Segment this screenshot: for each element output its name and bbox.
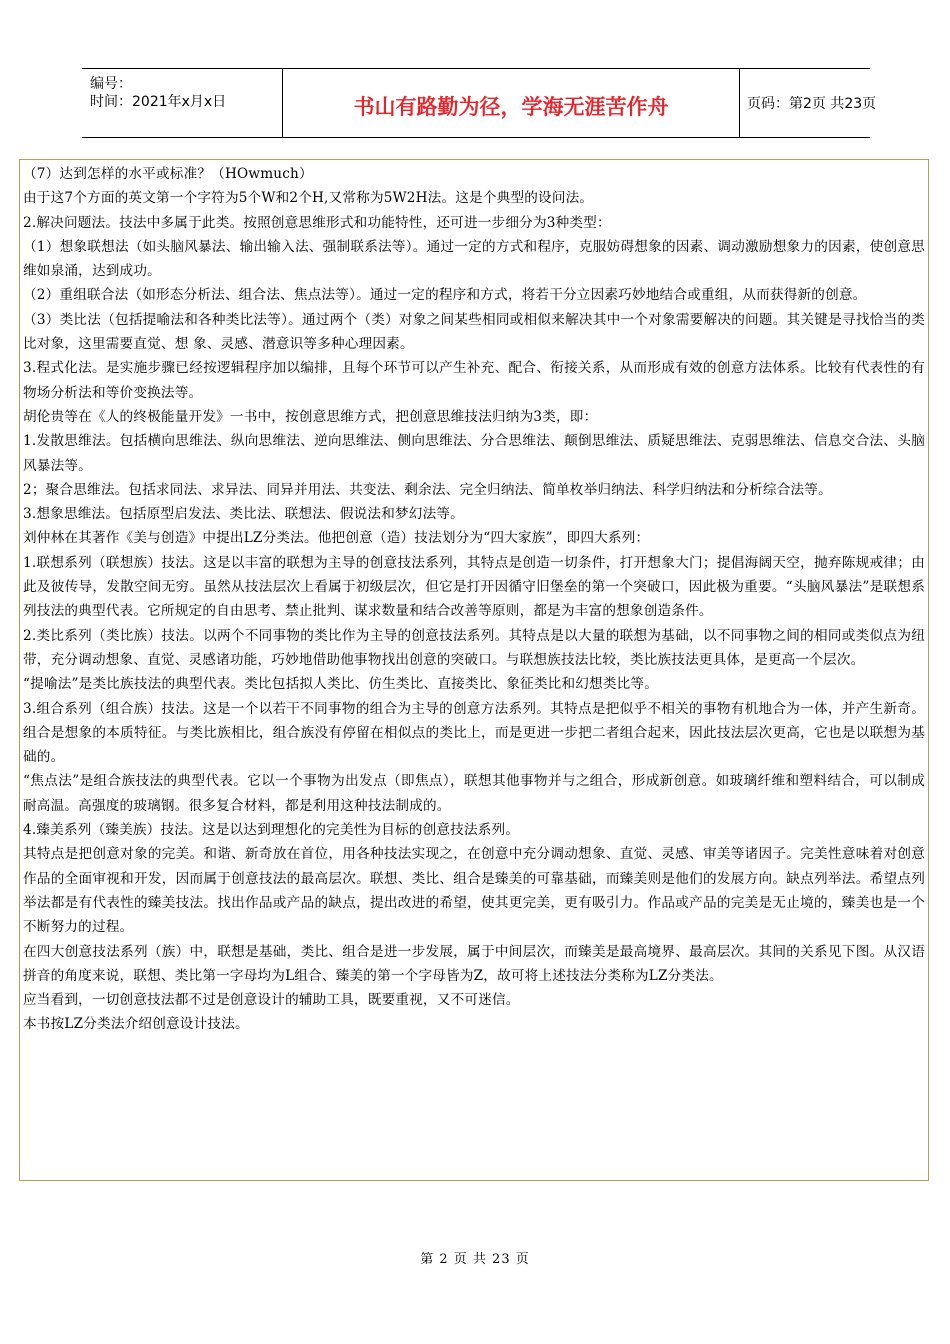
motto-text: 书山有路勤为径，学海无涯苦作舟 <box>353 95 669 119</box>
page-footer: 第 2 页 共 23 页 <box>420 1252 530 1267</box>
paragraph: （3）类比法（包括提喻法和各种类比法等）。通过两个（类）对象之间某些相同或相似来解决其中一个对象需要解决的问题。其关键是寻找恰当的类比对象，这里需要直觉、想 象、灵感、潜意识等多种心理因素。 <box>23 311 925 353</box>
header-meta-cell <box>82 69 282 137</box>
content-box <box>19 159 929 1181</box>
header-motto-cell <box>282 69 740 137</box>
paragraph: 3.组合系列（组合族）技法。这是一个以若干不同事物的组合为主导的创意方法系列。其特点是把似乎不相关的事物有机地合为一体，并产生新奇。组合是想象的本质特征。与类比族相比，组合族没有停留在相似点的类比上，而是更进一步把二者组合起来，因此技法层次更高，它也是以联想为基础的。 <box>23 700 925 766</box>
paragraph: 其特点是把创意对象的完美。和谐、新奇放在首位，用各种技法实现之，在创意中充分调动想象、直觉、灵感、审美等诸因子。完美性意味着对创意作品的全面审视和开发，因而属于创意技法的最高层次。联想、类比、组合是臻美的可靠基础，而臻美则是他们的发展方向。缺点列举法。希望点列举法都是有代表性的臻美技法。找出作品或产品的缺点，提出改进的希望，使其更完美，更有吸引力。作品或产品的完美是无止境的，臻美也是一个不断努力的过程。 <box>23 846 925 936</box>
paragraph: 胡伦贵等在《人的终极能量开发》一书中，按创意思维方式，把创意思维技法归纳为3类，即： <box>23 408 598 425</box>
paragraph: 2；聚合思维法。包括求同法、求异法、同异并用法、共变法、剩余法、完全归纳法、简单枚举归纳法、科学归纳法和分析综合法等。 <box>23 481 832 498</box>
paragraph: 由于这7个方面的英文第一个字符为5个W和2个H,又常称为5W2H法。这是个典型的设问法。 <box>23 190 594 207</box>
paragraph: “焦点法”是组合族技法的典型代表。它以一个事物为出发点（即焦点），联想其他事物并与之组合，形成新创意。如玻璃纤维和塑料结合，可以制成耐高温。高强度的玻璃钢。很多复合材料，都是利用这种技法制成的。 <box>23 773 925 814</box>
paragraph: 4.臻美系列（臻美族）技法。这是以达到理想化的完美性为目标的创意技法系列。 <box>23 822 520 839</box>
paragraph: 本书按LZ分类法介绍创意设计技法。 <box>23 1016 249 1033</box>
paragraph: 2.解决问题法。技法中多属于此类。按照创意思维形式和功能特性，还可进一步细分为3种类型： <box>23 214 611 231</box>
paragraph: 3.想象思维法。包括原型启发法、类比法、联想法、假说法和梦幻法等。 <box>23 506 464 523</box>
paragraph: （7）达到怎样的水平或标准？（HOwmuch） <box>23 166 313 182</box>
time-label: 时间：2021年x月x日 <box>90 94 227 110</box>
paragraph: 1.联想系列（联想族）技法。这是以丰富的联想为主导的创意技法系列，其特点是创造一切条件，打开想象大门；提倡海阔天空，抛弃陈规戒律；由此及彼传导，发散空间无穷。虽然从技法层次上看属于初级层次，但它是打开因循守旧堡垒的第一个突破口，因此极为重要。“头脑风暴法”是联想系列技法的典型代表。它所规定的自由思考、禁止批判、谋求数量和结合改善等原则，都是为丰富的想象创造条件。 <box>23 554 925 620</box>
number-label: 编号： <box>90 76 132 92</box>
page-header <box>82 68 877 138</box>
page-number-label: 页码：第2页 共23页 <box>747 96 877 112</box>
paragraph: （1）想象联想法（如头脑风暴法、输出输入法、强制联系法等）。通过一定的方式和程序，克服妨碍想象的因素、调动激励想象力的因素，使创意思维如泉涌，达到成功。 <box>23 238 925 280</box>
paragraph: 2.类比系列（类比族）技法。以两个不同事物的类比作为主导的创意技法系列。其特点是以大量的联想为基础，以不同事物之间的相同或类似点为纽带，充分调动想象、直觉、灵感诸功能，巧妙地借助他事物找出创意的突破口。与联想族技法比较，类比族技法更具体，是更高一个层次。 <box>23 627 925 668</box>
header-page-cell <box>739 69 877 137</box>
paragraph: “提喻法”是类比族技法的典型代表。类比包括拟人类比、仿生类比、直接类比、象征类比和幻想类比等。 <box>23 676 659 693</box>
paragraph: 在四大创意技法系列（族）中，联想是基础，类比、组合是进一步发展，属于中间层次，而臻美是最高境界、最高层次。其间的关系见下图。从汉语拼音的角度来说，联想、类比第一字母均为L组合、臻美的第一个字母皆为Z，故可将上述技法分类称为LZ分类法。 <box>23 943 925 984</box>
paragraph: 1.发散思维法。包括横向思维法、纵向思维法、逆向思维法、侧向思维法、分合思维法、颠倒思维法、质疑思维法、克弱思维法、信息交合法、头脑风暴法等。 <box>23 433 925 474</box>
paragraph: 刘仲林在其著作《美与创造》中提出LZ分类法。他把创意（造）技法划分为“四大家族”，即四大系列： <box>23 530 650 547</box>
paragraph: 3.程式化法。是实施步骤已经按逻辑程序加以编排，且每个环节可以产生补充、配合、衔接关系，从而形成有效的创意方法体系。比较有代表性的有物场分析法和等价变换法等。 <box>23 360 925 401</box>
paragraph: （2）重组联合法（如形态分析法、组合法、焦点法等）。通过一定的程序和方式，将若干分立因素巧妙地结合或重组，从而获得新的创意。 <box>23 287 867 304</box>
paragraph: 应当看到，一切创意技法都不过是创意设计的辅助工具，既要重视，又不可迷信。 <box>23 992 520 1009</box>
